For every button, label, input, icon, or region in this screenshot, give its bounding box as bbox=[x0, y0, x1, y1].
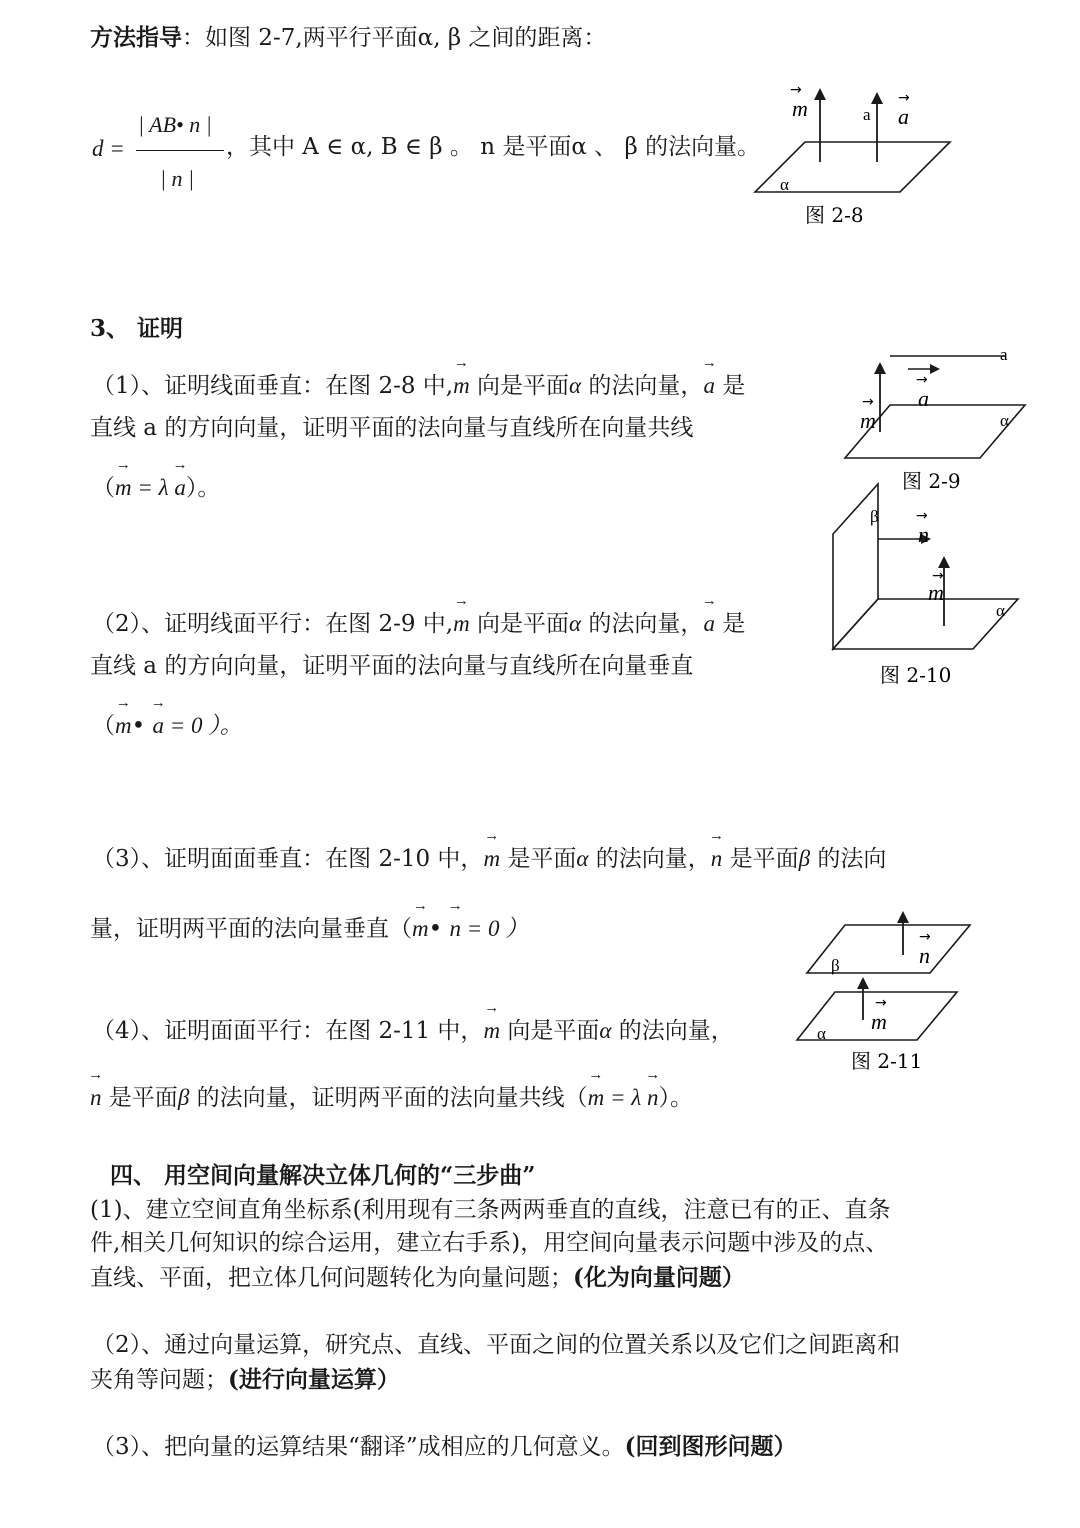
label-m: m bbox=[792, 96, 808, 121]
vector-m: → m bbox=[453, 372, 470, 400]
svg-text:→: → bbox=[916, 508, 928, 524]
label-m: m bbox=[860, 408, 876, 433]
vector-m: → m bbox=[483, 1017, 500, 1045]
s2-line1: （2）、通过向量运算，研究点、直线、平面之间的位置关系以及它们之间距离和 bbox=[92, 1332, 901, 1358]
vector-n: → n bbox=[711, 845, 723, 873]
p4-line1: （4）、证明面面平行：在图 2-11 中，→ m 向是平面α 的法向量， bbox=[92, 1017, 734, 1046]
label-a: a bbox=[863, 105, 871, 124]
svg-text:→: → bbox=[919, 929, 931, 945]
method-text: ：如图 2-7,两平行平面α, β 之间的距离： bbox=[182, 25, 607, 51]
label-n: n bbox=[919, 943, 930, 968]
p2-line1: （2）、证明线面平行：在图 2-9 中,→ m 向是平面α 的法向量，→ a 是 bbox=[92, 610, 745, 639]
label-alpha: α bbox=[1000, 411, 1009, 430]
label-a-vector: a bbox=[898, 104, 909, 129]
label-n: n bbox=[918, 522, 929, 547]
label-alpha: α bbox=[817, 1024, 826, 1043]
svg-text:→: → bbox=[875, 995, 887, 1011]
svg-text:→: → bbox=[932, 568, 944, 584]
section-4-title: 四、 用空间向量解决立体几何的“三步曲” bbox=[110, 1162, 536, 1189]
figure-2-8 bbox=[750, 82, 960, 232]
caption-2-10: 图 2-10 bbox=[880, 663, 952, 687]
p2-line2: 直线 a 的方向向量，证明平面的法向量与直线所在向量垂直 bbox=[90, 653, 694, 679]
arrow-head bbox=[930, 364, 940, 374]
formula-denominator: | n | bbox=[160, 166, 195, 191]
caption-2-11: 图 2-11 bbox=[851, 1049, 923, 1073]
caption-2-8: 图 2-8 bbox=[805, 203, 864, 227]
label-beta: β bbox=[831, 956, 840, 975]
arrow-head bbox=[938, 556, 950, 568]
label-m: m bbox=[928, 580, 944, 605]
formula-lhs: d = bbox=[92, 136, 125, 161]
p1-line1: （1）、证明线面垂直：在图 2-8 中,→ m 向是平面α 的法向量，→ a 是 bbox=[92, 372, 745, 401]
arrow-head bbox=[897, 911, 909, 923]
p1-line3: （→ m = λ → a）。 bbox=[92, 474, 220, 503]
vector-n: → n bbox=[90, 1084, 102, 1112]
vector-m: → m bbox=[453, 610, 470, 638]
label-m: m bbox=[871, 1009, 887, 1034]
vector-a: → a bbox=[703, 372, 715, 400]
method-heading: 方法指导 bbox=[90, 24, 182, 51]
label-alpha: α bbox=[780, 175, 789, 194]
formula-numerator: | AB• n | bbox=[138, 112, 212, 137]
label-beta: β bbox=[870, 507, 879, 526]
figure-2-10 bbox=[828, 484, 1028, 694]
figure-2-9 bbox=[840, 340, 1040, 500]
figure-2-11 bbox=[795, 905, 980, 1080]
svg-text:→: → bbox=[790, 82, 802, 98]
plane-alpha bbox=[833, 599, 1018, 649]
arrow-head bbox=[857, 977, 869, 989]
arrow-head bbox=[874, 362, 886, 374]
p1-line2: 直线 a 的方向向量，证明平面的法向量与直线所在向量共线 bbox=[90, 415, 694, 441]
method-line bbox=[90, 24, 606, 53]
s3-line1: （3）、把向量的运算结果“翻译”成相应的几何意义。(回到图形问题） bbox=[92, 1433, 797, 1460]
section-3-title: 3、 证明 bbox=[90, 315, 184, 342]
p2-line3: （→ m• → a = 0 ）。 bbox=[92, 712, 243, 741]
p4-line2: → n 是平面β 的法向量，证明两平面的法向量共线（→ m = λ → n）。 bbox=[90, 1084, 693, 1113]
label-alpha: α bbox=[996, 601, 1005, 620]
formula-note: ，其中 A ∈ α, B ∈ β 。 n 是平面α 、 β 的法向量。 bbox=[226, 134, 761, 160]
vector-m: → m bbox=[483, 845, 500, 873]
svg-text:→: → bbox=[862, 394, 874, 410]
s2-line2: 夹角等问题；(进行向量运算） bbox=[90, 1366, 400, 1393]
s1-line3: 直线、平面，把立体几何问题转化为向量问题；(化为向量问题） bbox=[90, 1264, 745, 1291]
caption-2-9: 图 2-9 bbox=[902, 469, 961, 493]
s1-line2: 件,相关几何知识的综合运用，建立右手系)，用空间向量表示问题中涉及的点、 bbox=[90, 1230, 889, 1256]
fraction-bar bbox=[136, 150, 224, 151]
arrow-head bbox=[871, 92, 883, 104]
arrow-head bbox=[814, 88, 826, 100]
vector-a: → a bbox=[703, 610, 715, 638]
svg-text:→: → bbox=[898, 90, 910, 106]
svg-text:→: → bbox=[916, 372, 928, 388]
p3-line1: （3）、证明面面垂直：在图 2-10 中，→ m 是平面α 的法向量，→ n 是平面β 的法向 bbox=[92, 845, 886, 874]
label-a: a bbox=[1000, 345, 1008, 364]
label-a-vector: a bbox=[918, 386, 929, 411]
p3-line2: 量，证明两平面的法向量垂直（→ m• → n = 0 ） bbox=[90, 915, 528, 944]
s1-line1: (1)、建立空间直角坐标系(利用现有三条两两垂直的直线，注意已有的正、直条 bbox=[90, 1197, 891, 1223]
